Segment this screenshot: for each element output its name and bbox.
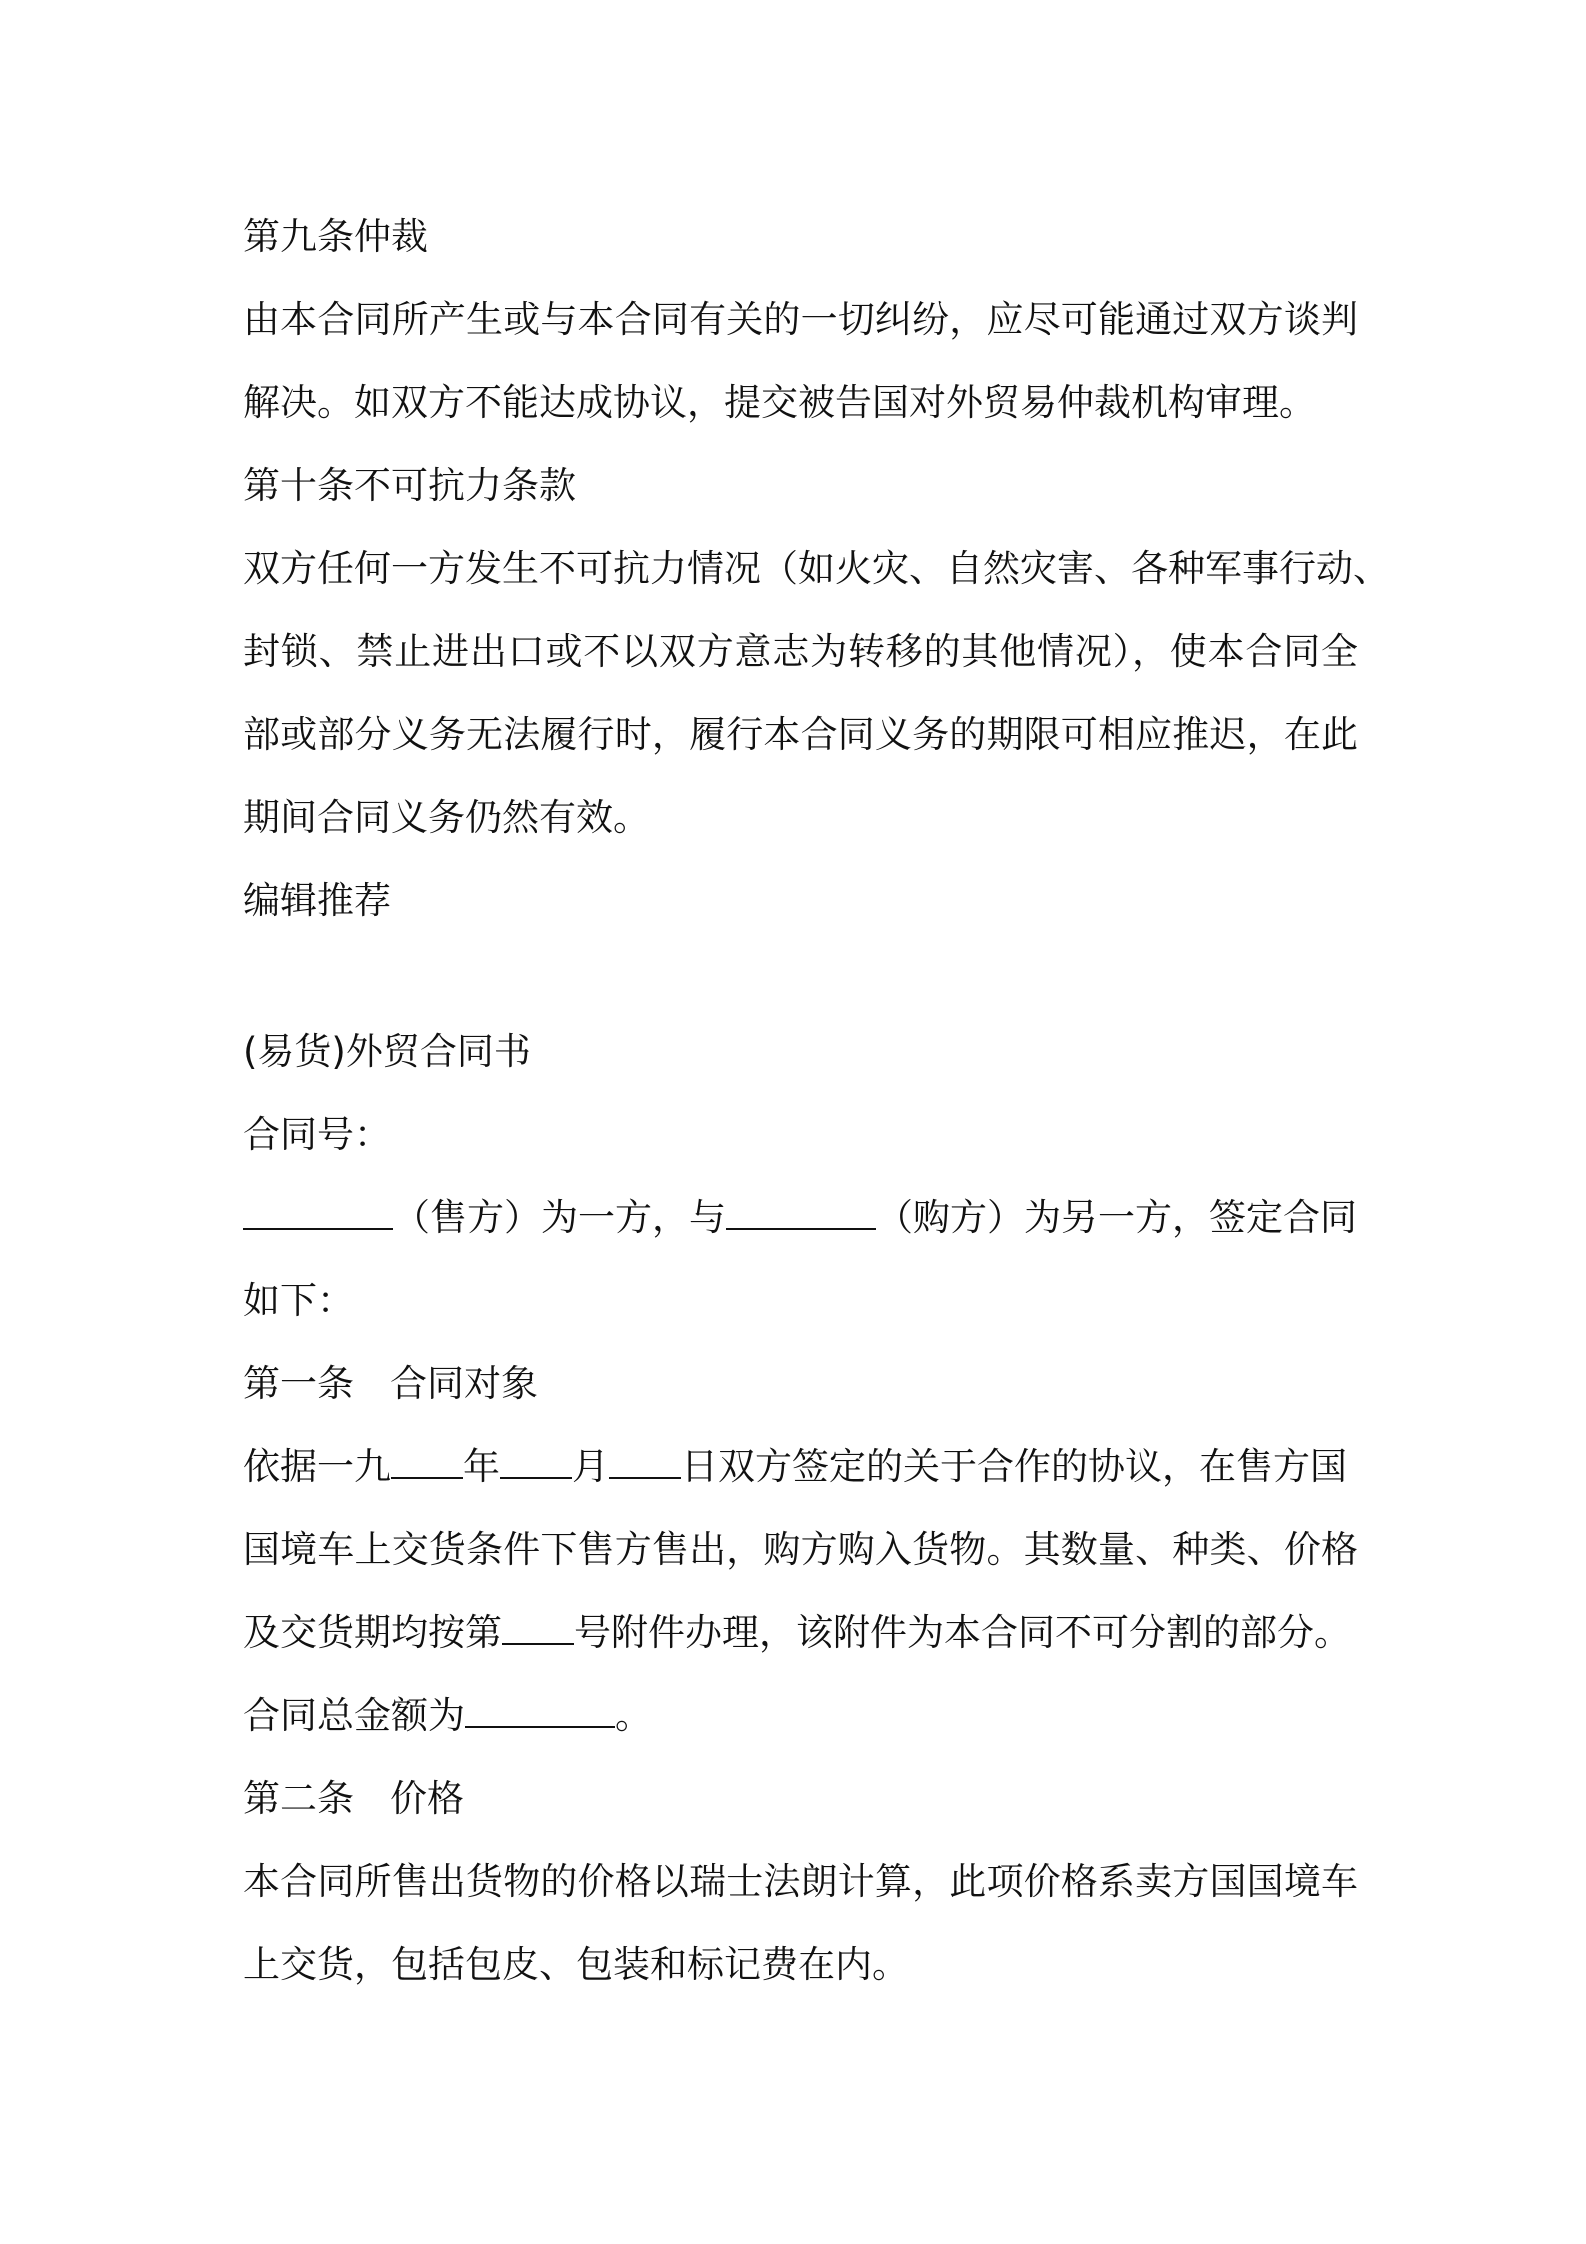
article-1-text-f: 号附件办理，该附件为本合同不可分割的部分。 bbox=[574, 1611, 1351, 1654]
article-1-text-line bbox=[243, 1425, 1358, 1508]
article-1-text-line bbox=[243, 1591, 1358, 1674]
article-10-text-line: 双方任何一方发生不可抗力情况（如火灾、自然灾害、各种军事行动、 bbox=[243, 547, 1390, 590]
article-9-text-line: 解决。如双方不能达成协议，提交被告国对外贸易仲裁机构审理。 bbox=[243, 381, 1316, 424]
contract-title: (易货)外贸合同书 bbox=[243, 1030, 531, 1073]
article-10-heading: 第十条不可抗力条款 bbox=[243, 464, 576, 507]
article-1-text-e: 及交货期均按第 bbox=[243, 1611, 502, 1654]
buyer-blank bbox=[726, 1198, 876, 1230]
party-line bbox=[243, 1176, 1358, 1259]
article-1-text-line: 国境车上交货条件下售方售出，购方购入货物。其数量、种类、价格 bbox=[243, 1528, 1358, 1571]
day-blank bbox=[609, 1447, 681, 1479]
section-spacer bbox=[243, 942, 1358, 1010]
total-amount-label: 合同总金额为 bbox=[243, 1694, 465, 1737]
article-1-text-a: 依据一九 bbox=[243, 1445, 391, 1488]
editor-recommendation-label: 编辑推荐 bbox=[243, 879, 391, 922]
article-1-text-d: 日双方签定的关于合作的协议，在售方国 bbox=[681, 1445, 1347, 1488]
article-10-text-line: 部或部分义务无法履行时，履行本合同义务的期限可相应推迟，在此 bbox=[243, 713, 1358, 756]
seller-blank bbox=[243, 1198, 393, 1230]
contract-number-label: 合同号： bbox=[243, 1113, 391, 1156]
seller-text: （售方）为一方，与 bbox=[393, 1196, 726, 1239]
year-blank bbox=[391, 1447, 463, 1479]
article-10-text-line: 期间合同义务仍然有效。 bbox=[243, 796, 650, 839]
article-1-number: 第一条 bbox=[243, 1362, 354, 1405]
annex-number-blank bbox=[502, 1613, 574, 1645]
article-10-text-line: 封锁、禁止进出口或不以双方意志为转移的其他情况），使本合同全 bbox=[243, 630, 1358, 673]
buyer-text: （购方）为另一方，签定合同 bbox=[876, 1196, 1357, 1239]
total-amount-end: 。 bbox=[615, 1694, 652, 1737]
article-9-heading: 第九条仲裁 bbox=[243, 215, 428, 258]
article-1-text-b: 年 bbox=[463, 1445, 500, 1488]
article-1-text-line bbox=[243, 1674, 1358, 1757]
article-2-heading bbox=[243, 1757, 1358, 1840]
party-line-end: 如下： bbox=[243, 1279, 354, 1322]
article-9-text-line: 由本合同所产生或与本合同有关的一切纠纷，应尽可能通过双方谈判 bbox=[243, 298, 1358, 341]
article-2-title: 价格 bbox=[390, 1777, 464, 1820]
article-1-text-c: 月 bbox=[572, 1445, 609, 1488]
document-body bbox=[243, 195, 1390, 2006]
total-amount-blank bbox=[465, 1696, 615, 1728]
article-1-heading bbox=[243, 1342, 1358, 1425]
article-2-text-line: 本合同所售出货物的价格以瑞士法朗计算，此项价格系卖方国国境车 bbox=[243, 1860, 1358, 1903]
month-blank bbox=[500, 1447, 572, 1479]
article-2-number: 第二条 bbox=[243, 1777, 354, 1820]
article-2-text-line: 上交货，包括包皮、包装和标记费在内。 bbox=[243, 1943, 909, 1986]
article-1-title: 合同对象 bbox=[390, 1362, 538, 1405]
